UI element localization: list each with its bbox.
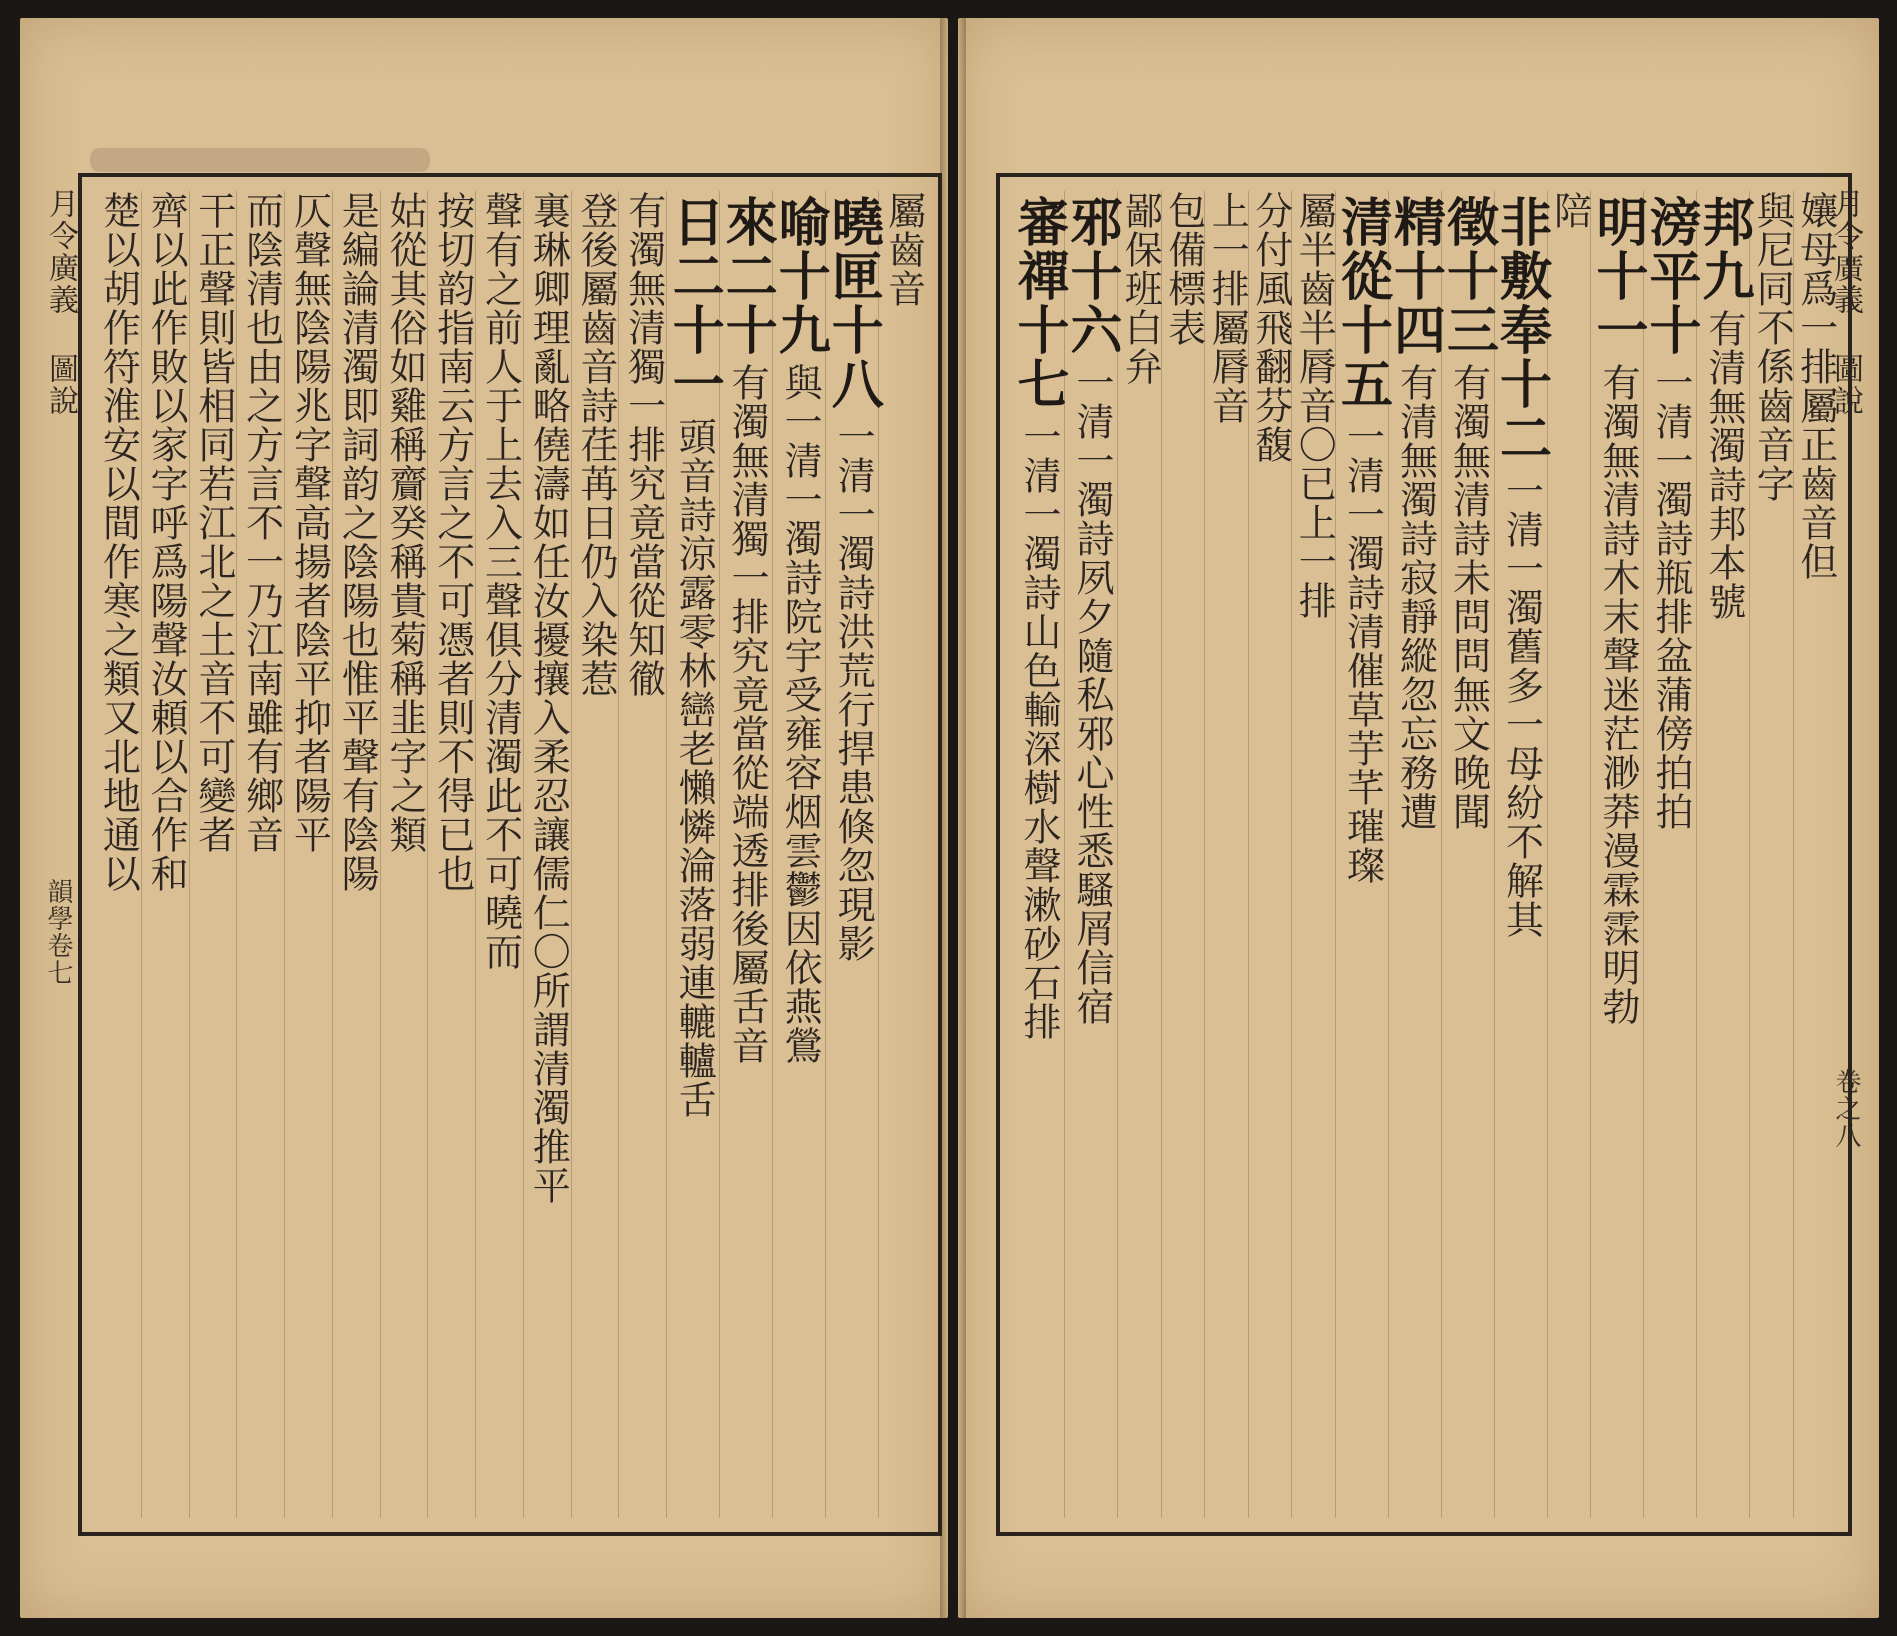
column-text: 包備標表	[1161, 191, 1206, 347]
column-text: 與尼同不係齒音字	[1750, 191, 1795, 503]
column-text: 姑從其俗如雞稱齎癸稱貴菊稱韭字之類	[382, 191, 427, 854]
text-column	[1693, 191, 1754, 1518]
column-heading: 邦九	[1693, 195, 1754, 303]
text-frame-right	[996, 173, 1852, 1536]
left-page	[20, 18, 948, 1618]
column-heading: 徵十三	[1437, 195, 1499, 357]
column-text: 楚以胡作符淮安以間作寒之類又北地通以	[96, 191, 141, 893]
column-text: 一清一濁詩夙夕隨私邪心性悉騷屑信宿	[1069, 363, 1114, 1026]
column-text: 一清一濁詩山色輸深樹水聲漱砂石排	[1016, 417, 1061, 1041]
column-text: 齊以此作敗以家字呼爲陽聲汝頼以合作和	[144, 191, 189, 893]
column-heading: 清從十五	[1331, 195, 1393, 411]
column-text: 有清無濁詩寂靜縱忽忘務遭	[1393, 363, 1438, 831]
column-text: 有清無濁詩邦本號	[1701, 309, 1746, 621]
column-text: 有濁無清詩未問問無文晚聞	[1446, 363, 1491, 831]
column-heading: 曉匣十八	[822, 195, 884, 411]
column-text: 頭音詩涼露零林巒老懶憐淪落弱連轆轤舌	[672, 417, 717, 1119]
column-text: 陪	[1547, 191, 1592, 230]
column-text: 一清一濁詩洪荒行捍患倏忽現影	[831, 417, 876, 963]
column-text: 而陰清也由之方言不一乃江南雖有鄉音	[239, 191, 284, 854]
text-column	[618, 191, 666, 1518]
text-column	[141, 191, 189, 1518]
text-column	[1008, 191, 1069, 1518]
text-column	[94, 191, 141, 1518]
column-text: 孃母爲一排屬正齒音但	[1793, 191, 1838, 581]
text-column	[663, 191, 725, 1518]
text-column	[284, 191, 332, 1518]
column-text: 一清一濁詩瓶排盆蒲傍拍拍	[1648, 363, 1693, 831]
text-column	[189, 191, 237, 1518]
column-text: 與一清一濁詩院宇受雍容烟雲鬱因依燕鶯	[778, 363, 823, 1065]
text-column	[1061, 191, 1122, 1518]
column-text: 按切韵指南云方言之不可憑者則不得已也	[430, 191, 475, 893]
column-heading: 滂平十	[1640, 195, 1701, 357]
text-column	[380, 191, 428, 1518]
column-text: 一清一濁詩清催草芋芊璀璨	[1340, 417, 1385, 885]
text-column	[1749, 191, 1793, 1518]
text-column	[1331, 191, 1393, 1518]
text-column	[1248, 191, 1292, 1518]
column-text: 一清一濁舊多一母紛不解其	[1499, 471, 1544, 939]
right-page	[958, 18, 1879, 1618]
column-heading: 非敷奉十二	[1490, 195, 1552, 465]
column-heading: 明十一	[1587, 195, 1648, 357]
text-column	[1793, 191, 1837, 1518]
column-heading: 精十四	[1384, 195, 1446, 357]
folio-right: 卷之八	[1831, 1068, 1861, 1149]
text-column	[1204, 191, 1248, 1518]
text-column	[332, 191, 380, 1518]
column-text: 有濁無清獨一排究竟當從知徹	[621, 191, 666, 698]
column-text: 裏琳卿理亂略僥濤如任汝擾攘入柔忍讓儒仁〇所謂清濁推平	[526, 191, 571, 1205]
column-text: 屬半齒半脣音〇已上一排	[1292, 191, 1337, 620]
column-heading: 喻十九	[769, 195, 831, 357]
text-column	[1117, 191, 1161, 1518]
text-column	[1161, 191, 1205, 1518]
margin-title-right: 月令廣義 圖說	[1828, 188, 1863, 417]
ink-smudge	[90, 148, 430, 172]
column-container-left	[94, 191, 926, 1518]
folio-left: 韻學卷七	[43, 878, 73, 986]
column-heading: 日二十一	[663, 195, 725, 411]
column-text: 登後屬齒音詩荏苒日仍入染惹	[574, 191, 619, 698]
text-column	[1490, 191, 1552, 1518]
column-text: 分付風飛翻芬馥	[1248, 191, 1293, 464]
column-text: 上一排屬脣音	[1205, 191, 1250, 425]
text-column	[716, 191, 778, 1518]
text-column	[523, 191, 571, 1518]
text-column	[1384, 191, 1446, 1518]
text-column	[236, 191, 284, 1518]
column-heading: 審禪十七	[1008, 195, 1069, 411]
text-column	[1587, 191, 1648, 1518]
text-column	[1291, 191, 1335, 1518]
text-column	[1640, 191, 1701, 1518]
column-text: 仄聲無陰陽兆字聲高揚者陰平抑者陽平	[287, 191, 332, 854]
column-text: 是編論清濁即詞韵之陰陽也惟平聲有陰陽	[335, 191, 380, 893]
column-text: 干正聲則皆相同若江北之土音不可變者	[191, 191, 236, 854]
text-column	[769, 191, 831, 1518]
column-heading: 來二十	[716, 195, 778, 357]
column-text: 鄙保班白弁	[1118, 191, 1163, 386]
page-fold-left	[940, 18, 948, 1618]
column-heading: 邪十六	[1061, 195, 1122, 357]
text-column	[427, 191, 475, 1518]
column-text: 屬齒音	[881, 191, 926, 308]
margin-title-left: 月令廣義 圖說	[43, 188, 78, 417]
text-column	[475, 191, 523, 1518]
column-text: 有濁無清詩木末聲迷茫渺莽漫霖霂明勃	[1595, 363, 1640, 1026]
text-column	[822, 191, 884, 1518]
text-column	[1547, 191, 1591, 1518]
column-text: 聲有之前人于上去入三聲俱分清濁此不可曉而	[478, 191, 523, 971]
text-frame-left	[78, 173, 942, 1536]
text-column	[1437, 191, 1499, 1518]
text-column	[571, 191, 619, 1518]
column-text: 有濁無清獨一排究竟當從端透排後屬舌音	[725, 363, 770, 1065]
page-fold-right	[958, 18, 966, 1618]
text-column	[878, 191, 926, 1518]
column-container-right	[1008, 191, 1838, 1518]
